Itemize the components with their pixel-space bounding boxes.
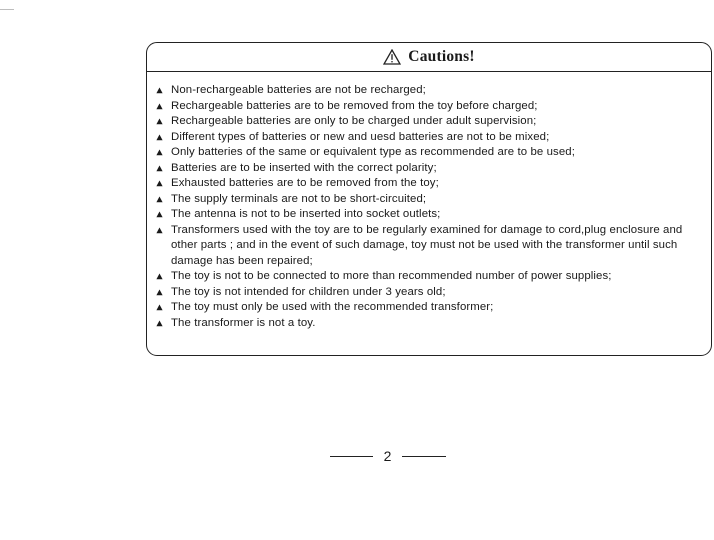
caution-item: [156, 176, 707, 192]
caution-title: Cautions!: [408, 48, 475, 65]
caution-item-text: Rechargeable batteries are to be removed from the toy before charged;: [171, 99, 538, 112]
caution-item-text: The toy must only be used with the recommended transformer;: [171, 301, 494, 313]
caution-item-text: Batteries are to be inserted with the correct polarity;: [171, 161, 437, 174]
triangle-bullet-icon: [156, 289, 163, 296]
caution-item: [156, 161, 707, 177]
caution-item-text: The antenna is not to be inserted into socket outlets;: [171, 208, 441, 220]
caution-list: [156, 83, 707, 331]
caution-item: [156, 145, 707, 161]
triangle-bullet-icon: [156, 180, 163, 187]
triangle-bullet-icon: [156, 87, 163, 94]
caution-item: [156, 285, 707, 301]
caution-header: [147, 43, 711, 72]
triangle-bullet-icon: [156, 320, 163, 327]
caution-item: [156, 207, 707, 223]
triangle-bullet-icon: [156, 273, 163, 280]
triangle-bullet-icon: [156, 227, 163, 234]
caution-item: [156, 114, 707, 130]
triangle-bullet-icon: [156, 118, 163, 125]
caution-item: [156, 316, 707, 332]
footer-rule-right: [402, 456, 446, 457]
corner-crop-mark: [0, 9, 14, 10]
triangle-bullet-icon: [156, 149, 163, 156]
caution-item-text: The toy is not to be connected to more than recommended number of power supplies;: [171, 270, 612, 282]
caution-item-text: Only batteries of the same or equivalent type as recommended are to be used;: [171, 146, 575, 158]
caution-item: [156, 269, 707, 285]
caution-item-text: Different types of batteries or new and uesd batteries are not to be mixed;: [171, 130, 550, 143]
caution-item-text: Rechargeable batteries are only to be charged under adult supervision;: [171, 115, 537, 127]
caution-box: [146, 42, 712, 356]
footer-rule-left: [330, 456, 373, 457]
triangle-bullet-icon: [156, 103, 163, 110]
caution-item-text: The transformer is not a toy.: [171, 316, 316, 329]
triangle-bullet-icon: [156, 304, 163, 311]
caution-item-text: Exhausted batteries are to be removed from the toy;: [171, 177, 439, 189]
triangle-bullet-icon: [156, 165, 163, 172]
caution-item-text: The toy is not intended for children under 3 years old;: [171, 285, 446, 298]
warning-triangle-icon: [383, 49, 401, 65]
caution-item: [156, 192, 707, 208]
triangle-bullet-icon: [156, 134, 163, 141]
caution-item: [156, 83, 707, 99]
triangle-bullet-icon: [156, 196, 163, 203]
triangle-bullet-icon: [156, 211, 163, 218]
caution-item: [156, 300, 707, 316]
caution-item: [156, 99, 707, 115]
page-number: 2: [383, 448, 392, 464]
page-footer: [0, 446, 714, 466]
caution-item-text: The supply terminals are not to be short-circuited;: [171, 192, 427, 205]
caution-item-text: Transformers used with the toy are to be regularly examined for damage to cord,plug enclosure and other parts ; and in the event of such damage, toy must not be used with the transformer until such damage has been repaired;: [171, 223, 683, 267]
caution-item: [156, 130, 707, 146]
caution-item-text: Non-rechargeable batteries are not be recharged;: [171, 84, 426, 96]
caution-item: [156, 223, 707, 270]
